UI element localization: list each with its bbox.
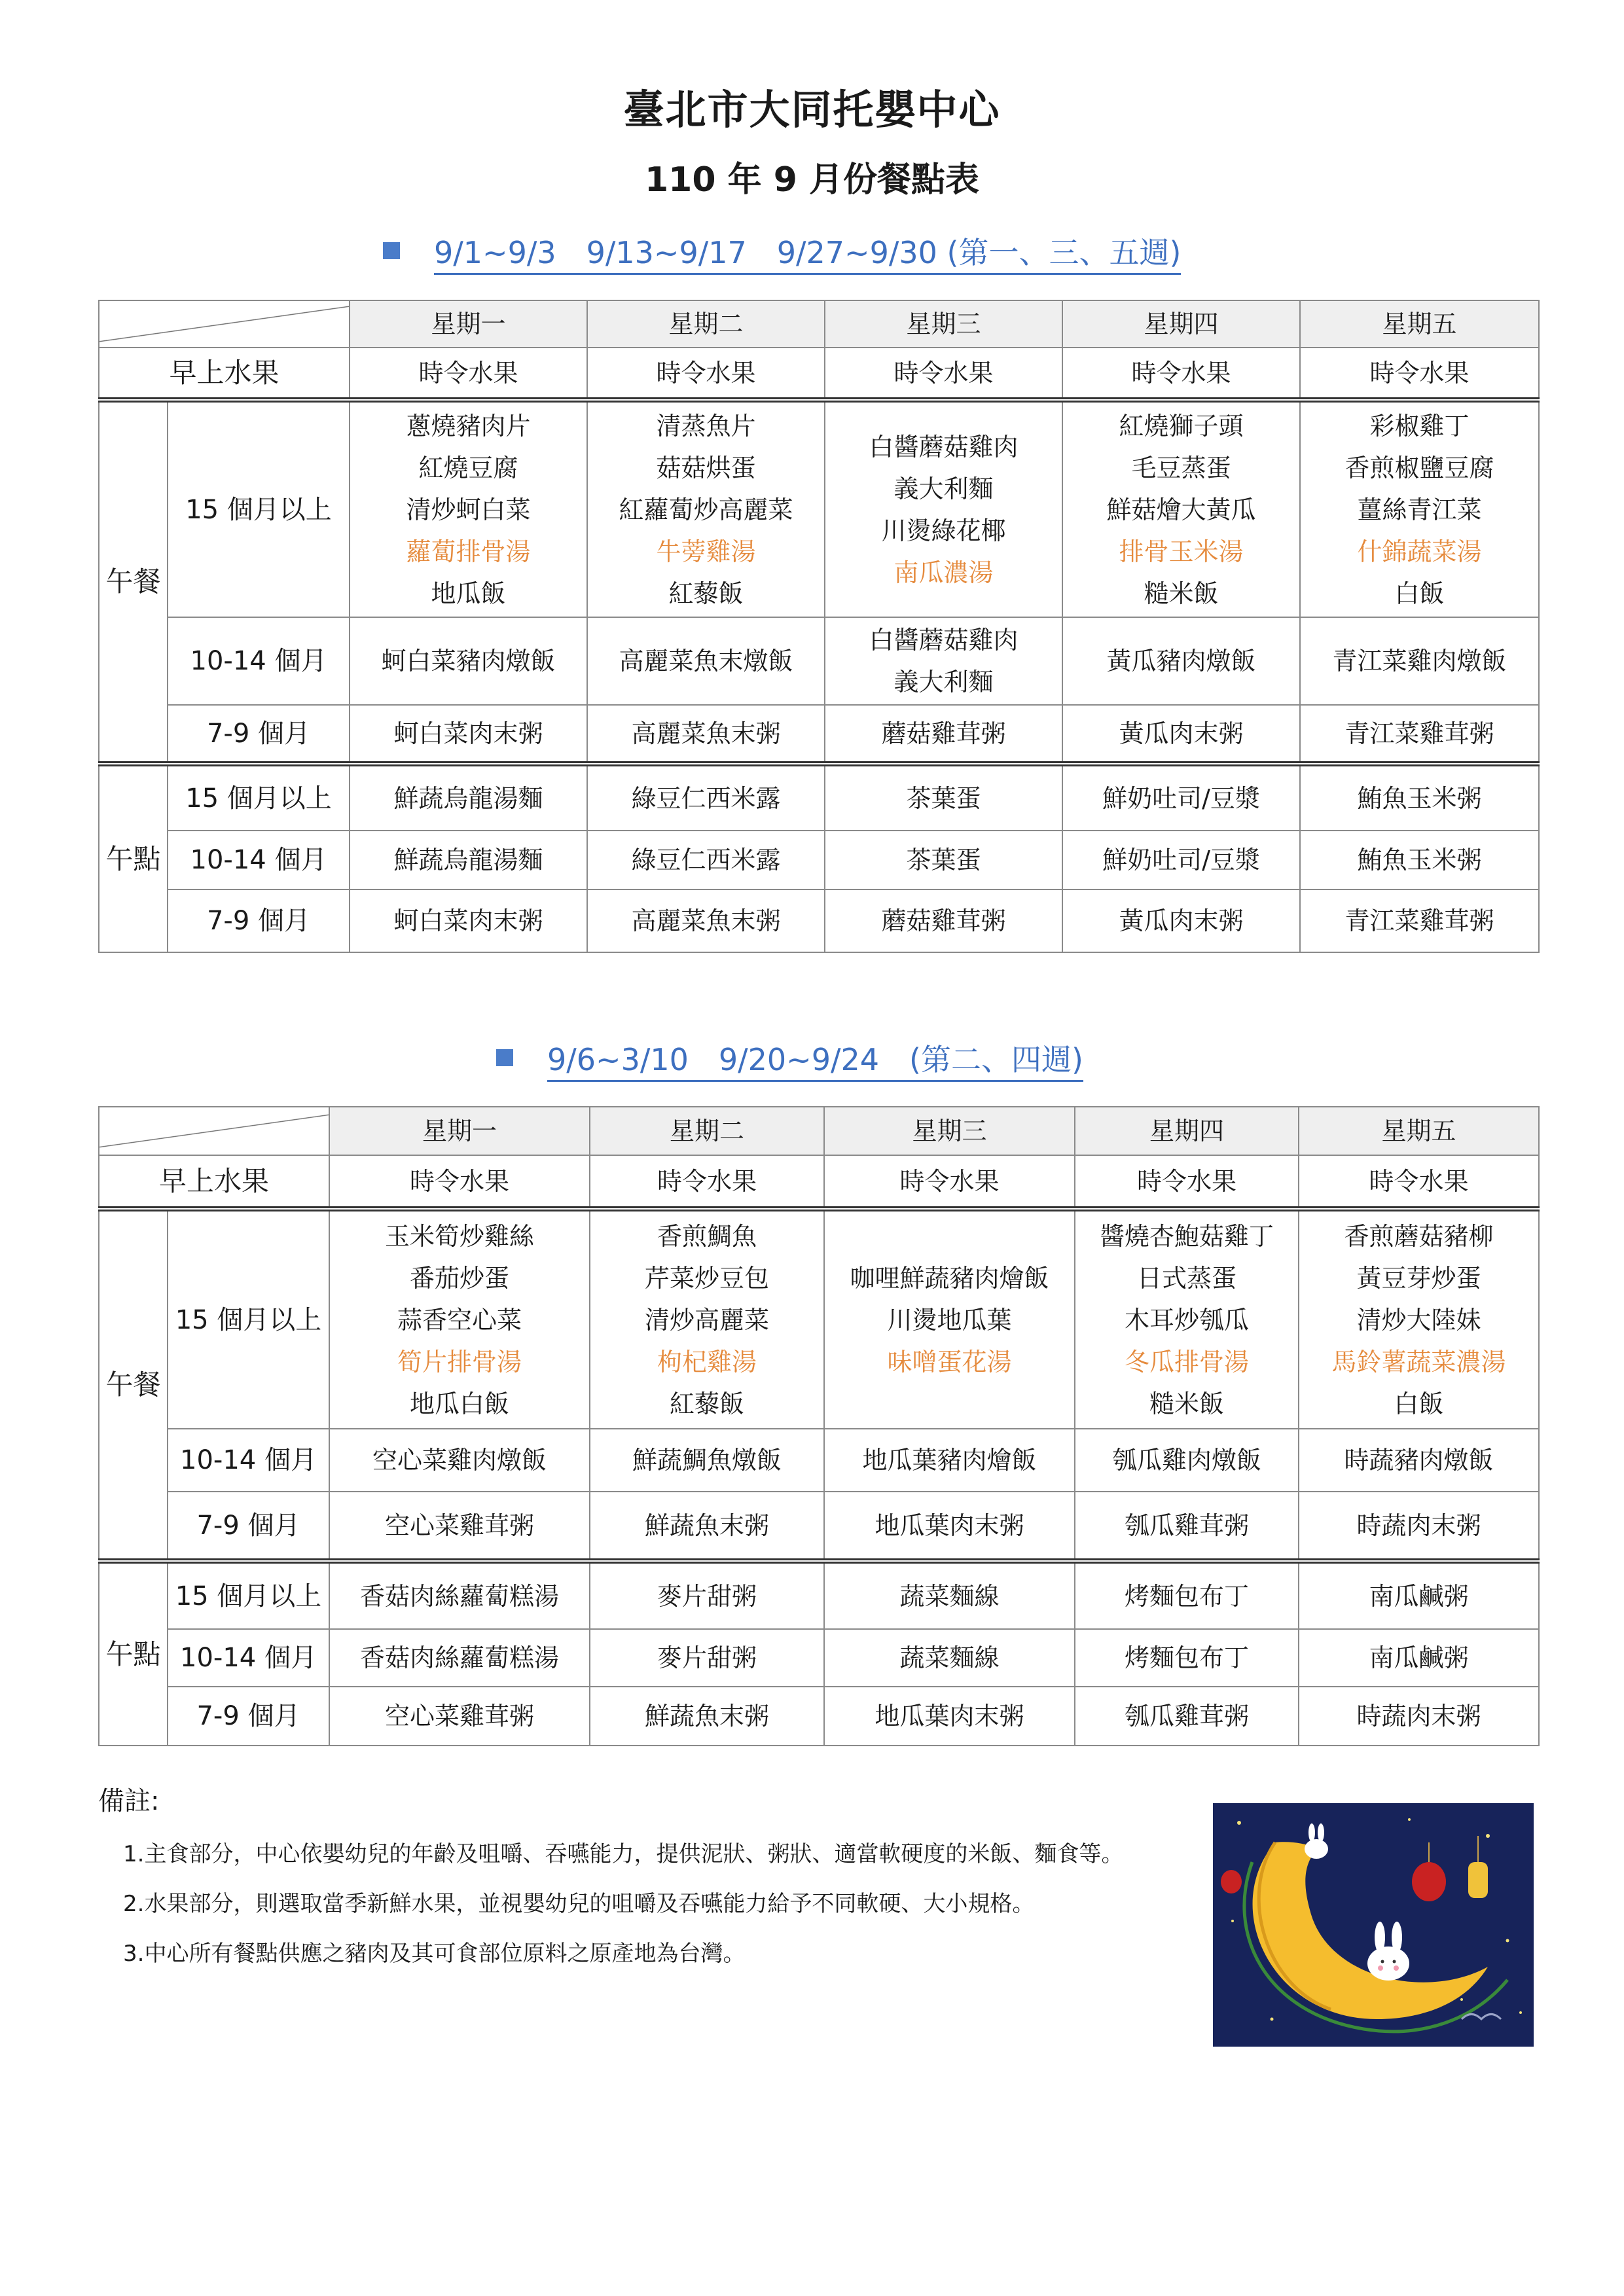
age-label: 10-14 個月 xyxy=(168,831,350,889)
menu-cell: 高麗菜魚末燉飯 xyxy=(587,617,825,705)
dish: 白飯 xyxy=(1394,1389,1444,1418)
menu-cell: 鮪魚玉米粥 xyxy=(1300,764,1539,831)
menu-cell: 青江菜雞茸粥 xyxy=(1300,705,1539,764)
notes-section xyxy=(98,1780,1123,1979)
menu-cell: 鮮蔬鯛魚燉飯 xyxy=(590,1429,824,1492)
dish: 清炒高麗菜 xyxy=(644,1305,769,1335)
menu-cell: 瓠瓜雞茸粥 xyxy=(1075,1687,1299,1746)
menu-cell: 黃瓜肉末粥 xyxy=(1062,705,1300,764)
age-label: 15 個月以上 xyxy=(168,1561,329,1629)
breakfast-label: 早上水果 xyxy=(99,1155,329,1209)
dish: 彩椒雞丁 xyxy=(1369,411,1470,440)
soup-dish: 冬瓜排骨湯 xyxy=(1124,1347,1249,1376)
breakfast-label: 早上水果 xyxy=(99,348,350,400)
menu-cell: 香菇肉絲蘿蔔糕湯 xyxy=(329,1561,590,1629)
lunch-row-15 xyxy=(99,1209,1539,1429)
dish: 紅燒豆腐 xyxy=(418,453,518,482)
dish: 清炒蚵白菜 xyxy=(406,495,531,524)
menu-cell: 時令水果 xyxy=(350,348,587,400)
menu-cell: 時令水果 xyxy=(590,1155,824,1209)
week-heading-text: 9/6~3/10 9/20~9/24 (第二、四週) xyxy=(547,1042,1083,1082)
dish: 蔥燒豬肉片 xyxy=(406,411,531,440)
dish: 紅藜飯 xyxy=(669,1389,744,1418)
menu-cell: 鮮奶吐司/豆漿 xyxy=(1062,764,1300,831)
day-header: 星期四 xyxy=(1075,1107,1299,1155)
age-label: 15 個月以上 xyxy=(168,1209,329,1429)
notes-heading: 備註: xyxy=(98,1786,160,1816)
dish: 白醬蘑菇雞肉 xyxy=(869,626,1019,655)
menu-cell: 南瓜鹹粥 xyxy=(1299,1629,1539,1687)
menu-cell: 時令水果 xyxy=(329,1155,590,1209)
dish: 紅燒獅子頭 xyxy=(1119,411,1244,440)
menu-cell: 青江菜雞肉燉飯 xyxy=(1300,617,1539,705)
menu-cell xyxy=(1075,1209,1299,1429)
menu-cell: 時令水果 xyxy=(1062,348,1300,400)
menu-cell: 時令水果 xyxy=(587,348,825,400)
dish: 白飯 xyxy=(1394,579,1445,608)
age-label: 10-14 個月 xyxy=(168,1629,329,1687)
breakfast-row xyxy=(99,348,1539,400)
dish: 咖哩鮮蔬豬肉燴飯 xyxy=(850,1263,1049,1293)
dish: 香煎蘑菇豬柳 xyxy=(1344,1221,1494,1251)
menu-cell xyxy=(1299,1209,1539,1429)
menu-cell: 瓠瓜雞茸粥 xyxy=(1075,1492,1299,1561)
day-header: 星期一 xyxy=(350,300,587,348)
menu-cell: 蚵白菜豬肉燉飯 xyxy=(350,617,587,705)
dish: 醬燒杏鮑菇雞丁 xyxy=(1099,1221,1274,1251)
dish: 芹菜炒豆包 xyxy=(644,1263,769,1293)
day-header: 星期一 xyxy=(329,1107,590,1155)
day-header-row xyxy=(99,1107,1539,1155)
day-header-row xyxy=(99,300,1539,348)
lunch-label: 午餐 xyxy=(99,1209,168,1561)
menu-cell xyxy=(329,1209,590,1429)
snack-row-15 xyxy=(99,764,1539,831)
dish: 川燙綠花椰 xyxy=(881,516,1006,545)
soup-dish: 南瓜濃湯 xyxy=(893,558,994,587)
dish: 菇菇烘蛋 xyxy=(656,453,756,482)
menu-cell: 空心菜雞肉燉飯 xyxy=(329,1429,590,1492)
menu-cell: 黃瓜肉末粥 xyxy=(1062,889,1300,952)
age-label: 7-9 個月 xyxy=(168,1492,329,1561)
page-subtitle: 110 年 9 月份餐點表 xyxy=(644,160,980,200)
dish: 番茄炒蛋 xyxy=(409,1263,509,1293)
moon-rabbit-illustration xyxy=(1213,1803,1534,2047)
menu-cell: 時蔬肉末粥 xyxy=(1299,1687,1539,1746)
menu-cell xyxy=(1062,400,1300,617)
menu-cell: 茶葉蛋 xyxy=(825,764,1062,831)
age-label: 10-14 個月 xyxy=(168,1429,329,1492)
soup-dish: 牛蒡雞湯 xyxy=(656,537,756,566)
dish: 義大利麵 xyxy=(893,668,994,696)
menu-cell: 烤麵包布丁 xyxy=(1075,1561,1299,1629)
menu-cell: 時蔬肉末粥 xyxy=(1299,1492,1539,1561)
menu-table-2 xyxy=(98,1106,1540,1746)
week-heading-2 xyxy=(496,1036,1083,1079)
age-label: 15 個月以上 xyxy=(168,400,350,617)
soup-dish: 味噌蛋花湯 xyxy=(887,1347,1012,1376)
dish: 黃豆芽炒蛋 xyxy=(1356,1263,1481,1293)
menu-cell xyxy=(587,400,825,617)
menu-cell: 高麗菜魚末粥 xyxy=(587,889,825,952)
menu-cell: 香菇肉絲蘿蔔糕湯 xyxy=(329,1629,590,1687)
snack-row-15 xyxy=(99,1561,1539,1629)
menu-cell: 綠豆仁西米露 xyxy=(587,764,825,831)
dish: 香煎鯛魚 xyxy=(657,1221,757,1251)
dish: 香煎椒鹽豆腐 xyxy=(1344,453,1494,482)
menu-cell: 鮮蔬魚末粥 xyxy=(590,1492,824,1561)
day-header: 星期三 xyxy=(824,1107,1075,1155)
square-bullet-icon xyxy=(496,1049,513,1066)
lunch-row-7 xyxy=(99,705,1539,764)
dish: 地瓜飯 xyxy=(431,579,506,608)
dish: 鮮菇燴大黃瓜 xyxy=(1106,495,1256,524)
week-heading-text: 9/1~9/3 9/13~9/17 9/27~9/30 (第一、三、五週) xyxy=(434,235,1181,275)
age-label: 7-9 個月 xyxy=(168,705,350,764)
dish: 薑絲青江菜 xyxy=(1357,495,1482,524)
dish: 糙米飯 xyxy=(1144,579,1219,608)
menu-cell: 地瓜葉肉末粥 xyxy=(824,1687,1075,1746)
note-line: 1.主食部分，中心依嬰幼兒的年齡及咀嚼、吞嚥能力，提供泥狀、粥狀、適當軟硬度的米飯、麵食等。 xyxy=(123,1841,1124,1867)
menu-cell: 青江菜雞茸粥 xyxy=(1300,889,1539,952)
dish: 義大利麵 xyxy=(893,474,994,503)
snack-row-7 xyxy=(99,1687,1539,1746)
note-line: 3.中心所有餐點供應之豬肉及其可食部位原料之原產地為台灣。 xyxy=(123,1941,746,1967)
dish: 白醬蘑菇雞肉 xyxy=(869,432,1019,461)
menu-cell: 時蔬豬肉燉飯 xyxy=(1299,1429,1539,1492)
menu-cell: 空心菜雞茸粥 xyxy=(329,1687,590,1746)
menu-cell: 時令水果 xyxy=(1075,1155,1299,1209)
menu-cell: 鮪魚玉米粥 xyxy=(1300,831,1539,889)
menu-cell: 地瓜葉豬肉燴飯 xyxy=(824,1429,1075,1492)
dish: 地瓜白飯 xyxy=(409,1389,509,1418)
dish: 木耳炒瓠瓜 xyxy=(1124,1305,1249,1335)
menu-cell: 蚵白菜肉末粥 xyxy=(350,889,587,952)
page-title: 臺北市大同托嬰中心 xyxy=(623,86,1001,134)
dish: 清炒大陸妹 xyxy=(1356,1305,1481,1335)
dish: 清蒸魚片 xyxy=(656,411,756,440)
menu-cell: 蔬菜麵線 xyxy=(824,1561,1075,1629)
dish: 紅藜飯 xyxy=(668,579,744,608)
note-line: 2.水果部分，則選取當季新鮮水果，並視嬰幼兒的咀嚼及吞嚥能力給予不同軟硬、大小規格。 xyxy=(123,1891,1035,1917)
corner-cell xyxy=(99,300,350,348)
menu-cell xyxy=(1300,400,1539,617)
dish: 紅蘿蔔炒高麗菜 xyxy=(619,495,793,524)
breakfast-row xyxy=(99,1155,1539,1209)
soup-dish: 馬鈴薯蔬菜濃湯 xyxy=(1331,1347,1506,1376)
lunch-row-15 xyxy=(99,400,1539,617)
menu-cell: 黃瓜豬肉燉飯 xyxy=(1062,617,1300,705)
menu-cell: 鮮蔬烏龍湯麵 xyxy=(350,764,587,831)
menu-cell: 綠豆仁西米露 xyxy=(587,831,825,889)
day-header: 星期五 xyxy=(1299,1107,1539,1155)
snack-row-10 xyxy=(99,1629,1539,1687)
menu-cell: 時令水果 xyxy=(1300,348,1539,400)
corner-cell xyxy=(99,1107,329,1155)
dish: 川燙地瓜葉 xyxy=(887,1305,1012,1335)
dish: 糙米飯 xyxy=(1149,1389,1224,1418)
menu-cell xyxy=(825,400,1062,617)
lunch-label: 午餐 xyxy=(99,400,168,764)
soup-dish: 筍片排骨湯 xyxy=(397,1347,522,1376)
dish: 蒜香空心菜 xyxy=(397,1305,522,1335)
lunch-row-10 xyxy=(99,617,1539,705)
week-heading-1 xyxy=(383,229,1181,272)
day-header: 星期二 xyxy=(590,1107,824,1155)
day-header: 星期三 xyxy=(825,300,1062,348)
day-header: 星期四 xyxy=(1062,300,1300,348)
menu-cell: 空心菜雞茸粥 xyxy=(329,1492,590,1561)
soup-dish: 蘿蔔排骨湯 xyxy=(406,537,531,566)
menu-cell: 麥片甜粥 xyxy=(590,1561,824,1629)
menu-cell: 高麗菜魚末粥 xyxy=(587,705,825,764)
menu-cell: 蚵白菜肉末粥 xyxy=(350,705,587,764)
soup-dish: 枸杞雞湯 xyxy=(657,1347,757,1376)
menu-cell: 時令水果 xyxy=(825,348,1062,400)
menu-cell xyxy=(824,1209,1075,1429)
dish: 毛豆蒸蛋 xyxy=(1131,453,1231,482)
soup-dish: 什錦蔬菜湯 xyxy=(1357,537,1482,566)
dish: 日式蒸蛋 xyxy=(1136,1263,1236,1293)
menu-cell: 麥片甜粥 xyxy=(590,1629,824,1687)
menu-cell xyxy=(590,1209,824,1429)
menu-cell: 鮮蔬烏龍湯麵 xyxy=(350,831,587,889)
age-label: 15 個月以上 xyxy=(168,764,350,831)
day-header: 星期五 xyxy=(1300,300,1539,348)
menu-cell xyxy=(825,617,1062,705)
menu-cell: 烤麵包布丁 xyxy=(1075,1629,1299,1687)
age-label: 10-14 個月 xyxy=(168,617,350,705)
snack-row-10 xyxy=(99,831,1539,889)
menu-cell: 鮮奶吐司/豆漿 xyxy=(1062,831,1300,889)
menu-cell: 瓠瓜雞肉燉飯 xyxy=(1075,1429,1299,1492)
menu-cell: 時令水果 xyxy=(1299,1155,1539,1209)
menu-cell: 鮮蔬魚末粥 xyxy=(590,1687,824,1746)
lunch-row-10 xyxy=(99,1429,1539,1492)
snack-label: 午點 xyxy=(99,764,168,952)
menu-cell: 時令水果 xyxy=(824,1155,1075,1209)
lunch-row-7 xyxy=(99,1492,1539,1561)
menu-cell: 蘑菇雞茸粥 xyxy=(825,705,1062,764)
menu-table-1 xyxy=(98,300,1540,953)
snack-label: 午點 xyxy=(99,1561,168,1746)
menu-cell: 蘑菇雞茸粥 xyxy=(825,889,1062,952)
soup-dish: 排骨玉米湯 xyxy=(1119,537,1244,566)
square-bullet-icon xyxy=(383,242,400,259)
menu-cell xyxy=(350,400,587,617)
menu-cell: 茶葉蛋 xyxy=(825,831,1062,889)
age-label: 7-9 個月 xyxy=(168,1687,329,1746)
dish: 玉米筍炒雞絲 xyxy=(384,1221,534,1251)
menu-cell: 南瓜鹹粥 xyxy=(1299,1561,1539,1629)
age-label: 7-9 個月 xyxy=(168,889,350,952)
snack-row-7 xyxy=(99,889,1539,952)
menu-cell: 地瓜葉肉末粥 xyxy=(824,1492,1075,1561)
day-header: 星期二 xyxy=(587,300,825,348)
menu-cell: 蔬菜麵線 xyxy=(824,1629,1075,1687)
